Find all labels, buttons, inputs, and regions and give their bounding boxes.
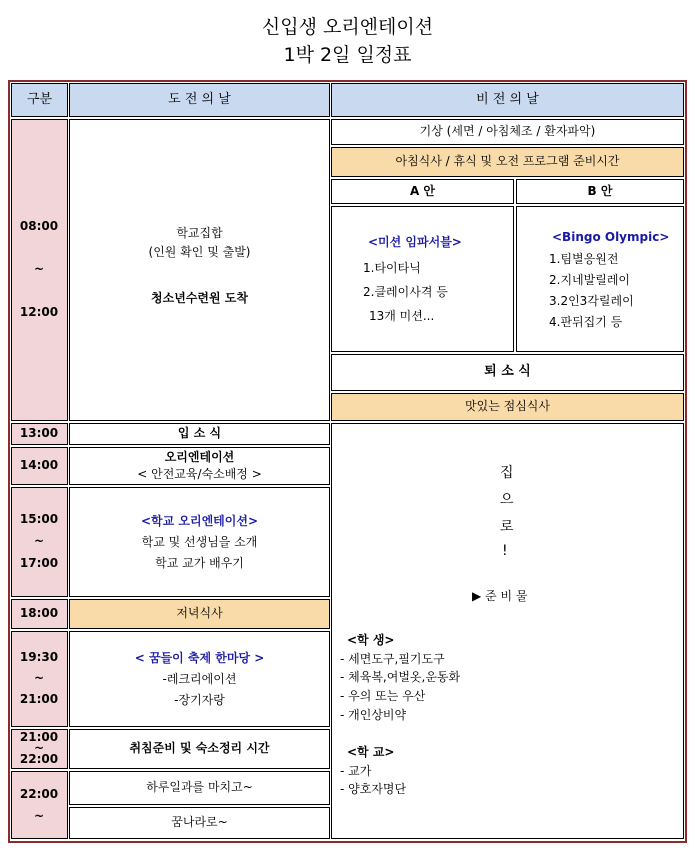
plan-a-title: <미션 임파서블> [368,235,462,249]
plan-b-item: 4.판뒤집기 등 [549,315,623,329]
plan-a-header: A 안 [331,179,514,204]
header-day1: 도 전 의 날 [69,83,330,117]
time-label: 08:00 [19,219,59,233]
gather-title: 학교집합 [176,226,223,241]
exit-ceremony-cell: 퇴 소 식 [331,354,684,391]
day1-morning-cell [69,119,330,421]
time-label: 18:00 [19,606,59,620]
time-label: 12:00 [19,305,59,319]
school-supply-item: - 교가 [340,764,372,778]
time-label: 22:00 [19,787,59,801]
go-home-char: 으 [500,492,514,508]
plan-b-header: B 안 [516,179,684,204]
festival-title: < 꿈들이 축제 한마당 > [134,650,265,665]
page-title: 신입생 오리엔테이션 [261,16,434,38]
end-day-cell: 하루일과를 마치고~ [69,771,330,805]
time-label: 22:00 [19,752,59,766]
dream-cell: 꿈나라로~ [69,807,330,839]
plan-a-item: 2.클레이사격 등 [363,285,448,299]
dinner-cell: 저녁식사 [69,599,330,629]
plan-b-item: 2.지네발릴레이 [549,273,631,287]
school-orientation-item: 학교 교가 배우기 [155,555,244,570]
supplies-title: ▶ 준 비 물 [472,589,528,603]
lunch-cell: 맛있는 점심식사 [331,393,684,421]
student-supply-item: - 세면도구,필기도구 [340,652,445,666]
school-supplies-title: <학 교> [347,745,395,759]
orientation-cell [69,447,330,485]
plan-b-item: 1.팀별응원전 [549,252,619,266]
time-label: ~ [33,534,45,548]
school-supply-item: - 양호자명단 [340,782,407,796]
breakfast-cell: 아침식사 / 휴식 및 오전 프로그램 준비시간 [331,147,684,177]
go-home-char: ! [502,543,508,559]
student-supply-item: - 체육복,여벌옷,운동화 [340,670,461,684]
plan-b-title: <Bingo Olympic> [552,230,670,244]
go-home-char: 집 [500,465,514,481]
festival-item: -레크리에이션 [162,671,237,686]
arrive-text: 청소년수련원 도착 [151,290,248,305]
go-home-char: 로 [500,519,514,535]
student-supply-item: - 개인상비약 [340,708,407,722]
plan-a-item: 13개 미션... [369,309,435,323]
time-label: 13:00 [19,426,59,440]
time-label: ~ [33,262,45,276]
plan-b-item: 3.2인3각릴레이 [549,294,634,308]
school-orientation-item: 학교 및 선생님을 소개 [141,534,258,549]
plan-a-cell [331,206,514,352]
header-day2: 비 전 의 날 [331,83,684,117]
sleep-prep-cell: 취침준비 및 숙소정리 시간 [69,729,330,769]
wake-up-cell: 기상 (세면 / 아침체조 / 환자파악) [331,119,684,145]
time-label: 19:30 [19,650,59,664]
festival-cell [69,631,330,727]
time-label: 21:00 [19,730,59,744]
time-label: 21:00 [19,692,59,706]
gather-sub: (인원 확인 및 출발) [148,245,251,260]
school-orientation-cell [69,487,330,597]
time-cell-2200 [11,771,68,839]
time-label: 14:00 [19,458,59,472]
entrance-ceremony: 입 소 식 [69,423,330,445]
time-label: ~ [33,809,45,823]
page-subtitle: 1박 2일 일정표 [283,44,412,66]
student-supply-item: - 우의 또는 우산 [340,689,426,703]
student-supplies-title: <학 생> [347,633,395,647]
time-label: 17:00 [19,556,59,570]
time-label: ~ [33,671,45,685]
plan-a-item: 1.타이타닉 [363,261,421,275]
time-label: ~ [33,741,45,755]
school-orientation-title: <학교 오리엔테이션> [140,513,259,528]
header-category: 구분 [11,83,68,117]
orientation-sub: < 안전교육/숙소배정 > [137,467,262,481]
time-label: 15:00 [19,512,59,526]
festival-item: -장기자랑 [174,692,225,707]
orientation-title: 오리엔테이션 [164,450,235,465]
